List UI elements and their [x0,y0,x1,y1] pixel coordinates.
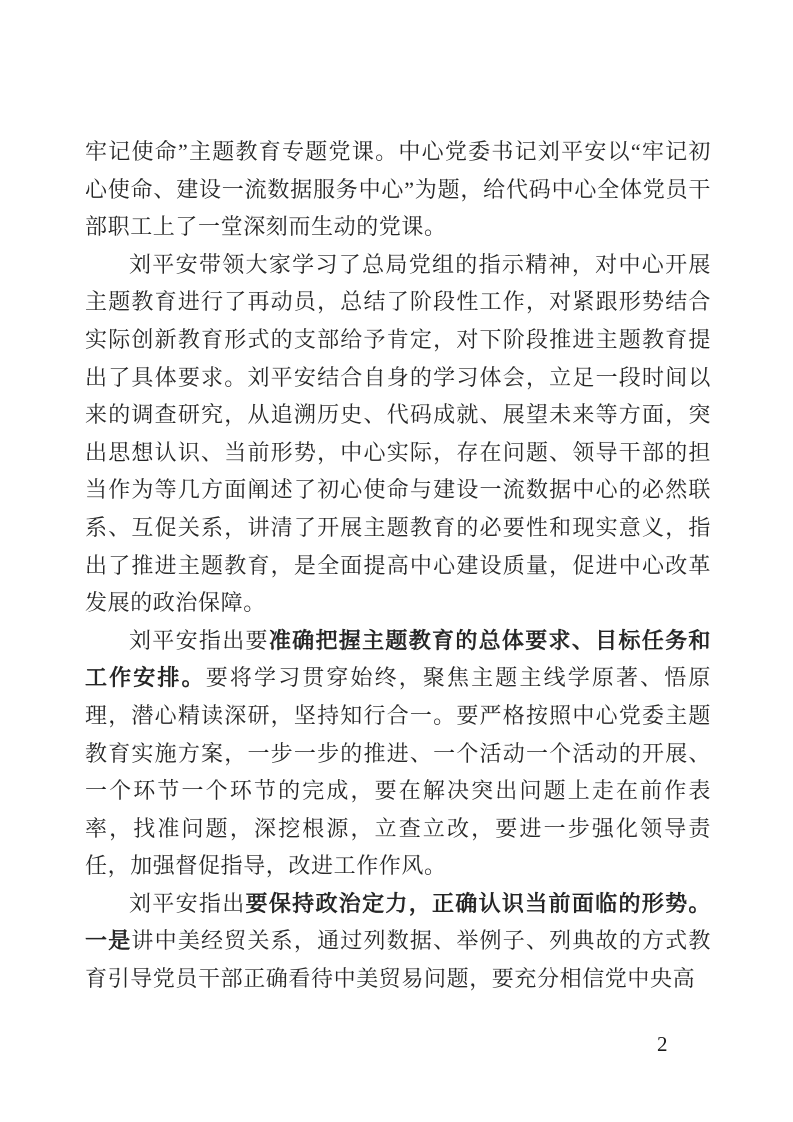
bold-text-run: 要保持政治定力，正确认识当前面临的形势。一是 [85,890,711,954]
bold-text-run: 准确把握主题教育的总体要求、目标任务和工作安排。 [85,627,711,691]
text-run: 刘平安指出 [129,890,246,916]
paragraph [85,885,711,998]
text-run: 牢记使命”主题教育专题党课。中心党委书记刘平安以“牢记初心使命、建设一流数据服务中心”为题，给代码中心全体党员干部职工上了一堂深刻而生动的党课。 [85,139,711,240]
text-run: 要将学习贯穿始终，聚焦主题主线学原著、悟原理，潜心精读深研，坚持知行合一。要严格按照中心党委主题教育实施方案，一步一步的推进、一个活动一个活动的开展、一个环节一个环节的完成，要在解决突出问题上走在前作表率，找准问题，深挖根源，立查立改，要进一步强化领导责任，加强督促指导，改进工作作风。 [85,665,711,879]
document-body [85,133,711,998]
paragraph [85,622,711,885]
text-run: 讲中美经贸关系，通过列数据、举例子、列典故的方式教育引导党员干部正确看待中美贸易问题，要充分相信党中央高 [85,928,711,992]
paragraph [85,246,711,622]
text-run: 刘平安带领大家学习了总局党组的指示精神，对中心开展主题教育进行了再动员，总结了阶段性工作，对紧跟形势结合实际创新教育形式的支部给予肯定，对下阶段推进主题教育提出了具体要求。刘平安结合自身的学习体会，立足一段时间以来的调查研究，从追溯历史、代码成就、展望未来等方面，突出思想认识、当前形势，中心实际，存在问题、领导干部的担当作为等几方面阐述了初心使命与建设一流数据中心的必然联系、互促关系，讲清了开展主题教育的必要性和现实意义，指出了推进主题教育，是全面提高中心建设质量，促进中心改革发展的政治保障。 [85,251,711,616]
text-run: 刘平安指出要 [129,627,269,653]
page-number: 2 [657,1032,668,1056]
paragraph [85,133,711,246]
